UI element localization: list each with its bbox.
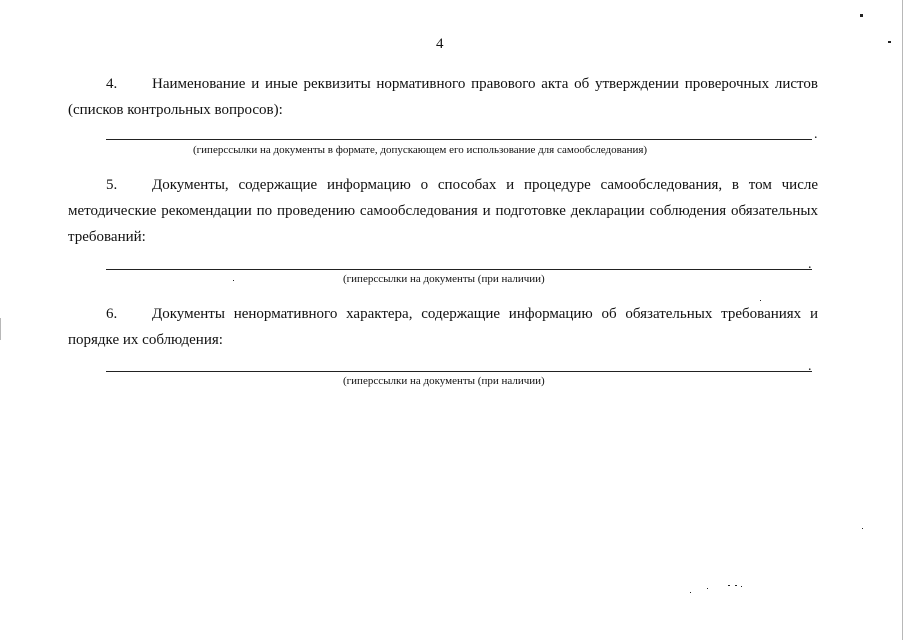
scan-speck [741,586,742,587]
scan-speck [728,585,730,586]
section-4-caption: (гиперссылки на документы в формате, допускающем его использование для самообследования) [193,144,648,156]
scan-edge-right [902,0,903,640]
scan-edge-left [0,318,1,340]
section-6-number: 6. [106,306,118,322]
section-6-body: Документы ненормативного характера, содержащие информацию об обязательных требованиях и порядке их соблюдения: [68,306,818,348]
section-4-text [68,71,818,123]
section-5-fill-end: . [808,257,812,272]
scan-speck [233,280,234,281]
scan-speck [690,592,691,593]
scan-speck [862,528,863,529]
page-number: 4 [436,36,444,52]
section-4-fill-line [106,139,812,140]
section-5-caption: (гиперссылки на документы (при наличии) [343,273,545,285]
section-4-number: 4. [106,76,118,92]
scan-speck [888,41,891,43]
scan-speck [707,588,708,589]
section-6-caption: (гиперссылки на документы (при наличии) [343,375,545,387]
section-6-fill-line [106,371,812,372]
section-5-fill-line [106,269,812,270]
section-6-text [68,301,818,353]
section-6-fill-end: . [808,359,812,374]
scan-speck [735,585,737,586]
section-5-body: Документы, содержащие информацию о способах и процедуре самообследования, в том числе методические рекомендации по проведению самообследования и подготовке декларации соблюдения обязательных требований: [68,177,818,245]
scan-speck [860,14,863,17]
section-5-number: 5. [106,177,118,193]
section-5-text [68,172,818,250]
section-4-fill-end: . [814,127,818,142]
section-4-body: Наименование и иные реквизиты нормативного правового акта об утверждении проверочных листов (списков контрольных вопросов): [68,76,818,118]
